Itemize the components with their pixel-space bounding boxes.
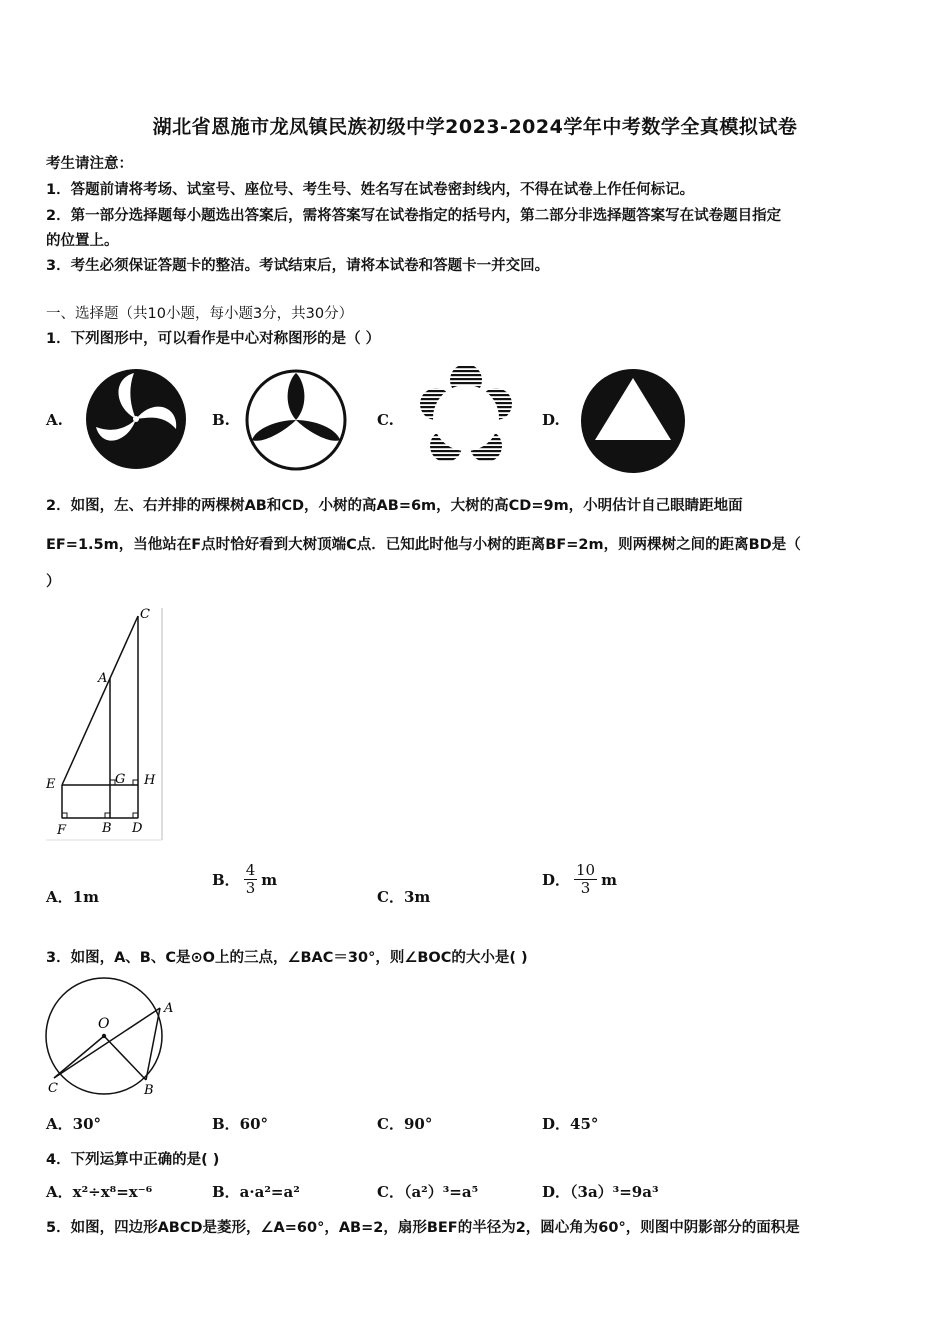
trees-figure [40,600,170,845]
q3-option-b: B．60° [212,1115,269,1133]
circle-angle-figure [40,974,180,1100]
q3-option-c: C．90° [377,1115,433,1133]
q2-option-c: C．3m [377,888,431,906]
q2-stem-line: ） [46,574,61,590]
q5-stem: 5．如图，四边形ABCD是菱形，∠A=60°，AB=2，扇形BEF的半径为2，圆心角为60°，则图中阴影部分的面积是 [46,1220,800,1236]
label-a: A [98,671,108,686]
q3-option-d: D．45° [542,1115,599,1133]
notice-heading: 考生请注意： [46,156,133,172]
section-heading: 一、选择题（共10小题，每小题3分，共30分） [46,306,354,322]
q4-option-d: D．（3a）³=9a³ [542,1183,659,1201]
yin-yang-like-figure [84,367,188,471]
striped-flower-figure [410,366,522,470]
q1-option-c-label: C. [377,411,394,429]
q2-stem-line: 2．如图，左、右并排的两棵树AB和CD，小树的高AB=6m，大树的高CD=9m，小明估计自己眼睛距地面 [46,498,743,514]
label-b: B [102,821,112,836]
triangle-in-circle-figure [580,368,686,474]
q1-option-d-label: D. [542,411,560,429]
label-g: G [115,772,126,787]
fraction: $\frac{10}{3}$ [576,861,596,897]
label-d: D [132,821,143,836]
q3-option-a: A．30° [46,1115,102,1133]
label-c: C [48,1081,58,1096]
q2-option-a: A．1m [46,888,99,906]
exam-title: 湖北省恩施市龙凤镇民族初级中学2023-2024学年中考数学全真模拟试卷 [152,116,798,138]
notice-item: 的位置上。 [46,233,119,249]
label-h: H [144,773,156,788]
label-b: B [144,1083,154,1098]
label-a: A [164,1001,174,1016]
three-leaf-circle-figure [244,368,348,472]
notice-item: 3．考生必须保证答题卡的整洁。考试结束后，请将本试卷和答题卡一并交回。 [46,258,550,274]
label-o: O [98,1016,110,1032]
q3-stem: 3．如图，A、B、C是⊙O上的三点，∠BAC＝30°，则∠BOC的大小是( ) [46,950,528,966]
q4-stem: 4．下列运算中正确的是( ) [46,1152,220,1168]
notice-item: 1．答题前请将考场、试室号、座位号、考生号、姓名写在试卷密封线内，不得在试卷上作任何标记。 [46,182,695,198]
q2-option-d: D． $\frac{10}{3}$ m [542,861,617,897]
q1-stem: 1．下列图形中，可以看作是中心对称图形的是（ ） [46,331,381,347]
q2-stem-line: EF=1.5m，当他站在F点时恰好看到大树顶端C点．已知此时他与小树的距离BF=2m，则两棵树之间的距离BD是（ [46,537,801,553]
label-c: C [140,607,150,622]
fraction: $\frac{4}{3}$ [245,861,256,897]
notice-item: 2．第一部分选择题每小题选出答案后，需将答案写在试卷指定的括号内，第二部分非选择题答案写在试卷题目指定 [46,208,782,224]
label-e: E [46,777,56,792]
label-f: F [57,823,67,838]
q4-option-a: A．x²÷x⁸=x⁻⁶ [46,1183,153,1201]
q1-option-a-label: A. [46,411,63,429]
q4-option-b: B．a·a²=a² [212,1183,300,1201]
q4-option-c: C．（a²）³=a⁵ [377,1183,479,1201]
q2-option-b: B． $\frac{4}{3}$ m [212,861,278,897]
q1-option-b-label: B. [212,411,230,429]
